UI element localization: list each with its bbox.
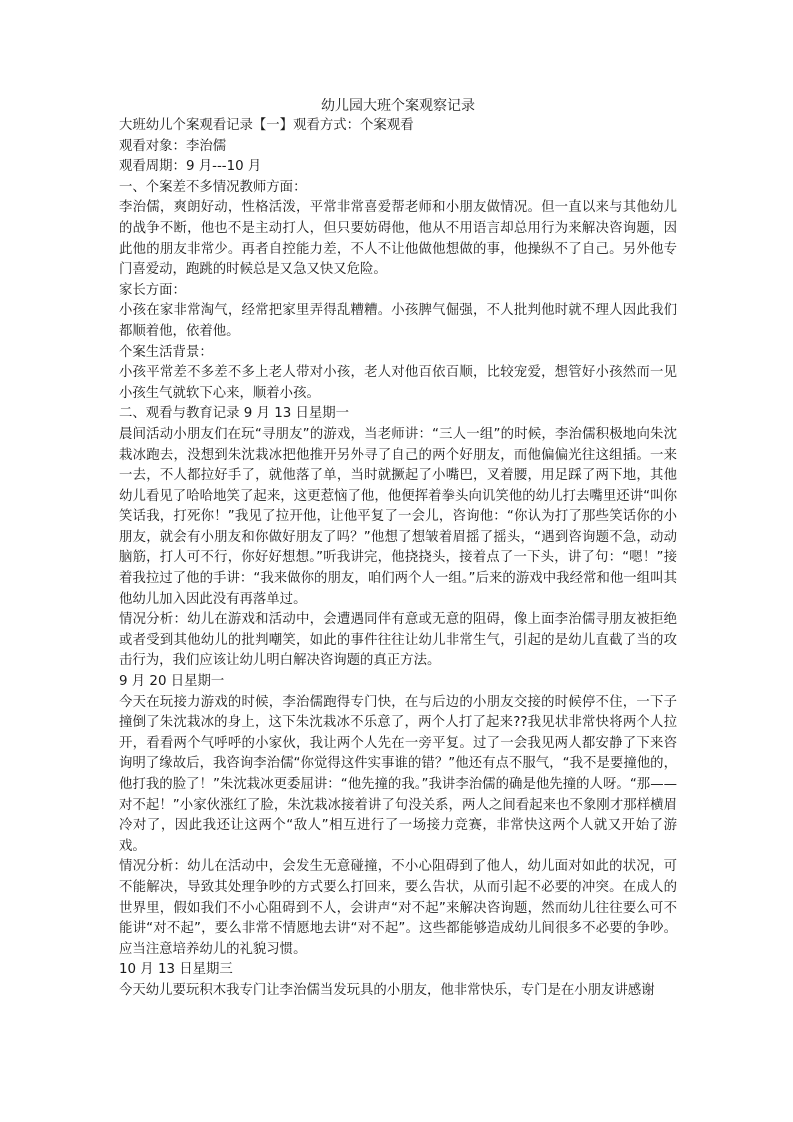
section-heading: 一、个案差不多情况教师方面： (119, 179, 307, 195)
paragraph: 晨间活动小朋友们在玩“寻朋友”的游戏，当老师讲：“三人一组”的时候，李治儒积极地向朱沈栽冰跑去，没想到朱沈栽冰把他推开另外寻了自己的两个好朋友，而他偏偏光往这组插。一来一去，不人都拉好手了，就他落了单，当时就撅起了小嘴巴，叉着腰，用足踩了两下地，其他幼儿看见了哈哈地笑了起来，这更惹恼了他，他便挥着拳头向讥笑他的幼儿打去嘴里还讲“叫你笑话我，打死你！”我见了拉开他，让他平复了一会儿，咨询他：“你认为打了那些笑话你的小朋友，就会有小朋友和你做好朋友了吗？”他想了想皱着眉摇了摇头，“遇到咨询题不急，动动脑筋，打人可不行，你好好想想。”听我讲完，他挠挠头，接着点了一下头，讲了句：“嗯！”接着我拉过了他的手讲：“我来做你的朋友，咱们两个人一组。”后来的游戏中我经常和他一组叫其他幼儿加入因此没有再落单过。 (119, 426, 677, 607)
section-heading: 二、观看与教育记录 9 月 13 日星期一 (119, 406, 350, 422)
observation-subject: 观看对象：李治儒 (119, 138, 227, 154)
document-page (119, 96, 677, 1002)
section-heading: 家长方面： (119, 282, 186, 298)
paragraph: 小孩在家非常淘气，经常把家里弄得乱糟糟。小孩脾气倔强，不人批判他时就不理人因此我们都顺着他，依着他。 (119, 303, 677, 339)
paragraph: 小孩平常差不多差不多上老人带对小孩，老人对他百依百顺，比较宠爱，想管好小孩然而一见小孩生气就软下心来，顺着小孩。 (119, 365, 677, 401)
document-title: 幼儿园大班个案观察记录 (321, 98, 475, 114)
paragraph: 今天在玩接力游戏的时候，李治儒跑得专门快，在与后边的小朋友交接的时候停不住，一下子撞倒了朱沈栽冰的身上，这下朱沈栽冰不乐意了，两个人打了起来??我见状非常快将两个人拉开，看看两个气呼呼的小家伙，我让两个人先在一旁平复。过了一会我见两人都安静了下来咨询明了缘故后，我咨询李治儒“你觉得这件实事谁的错？”他还有点不服气，“我不是要撞他的，他打我的脸了！”朱沈栽冰更委屈讲：“他先撞的我。”我讲李治儒的确是他先撞的人呀。“那——对不起！”小家伙涨红了脸，朱沈栽冰接着讲了句没关系，两人之间看起来也不象刚才那样横眉冷对了，因此我还让这两个“敌人”相互进行了一场接力竞赛，非常快这两个人就又开始了游戏。 (119, 694, 677, 854)
subtitle-line: 大班幼儿个案观看记录【一】观看方式：个案观看 (119, 118, 414, 133)
paragraph: 情况分析：幼儿在游戏和活动中，会遭遇同伴有意或无意的阻碍，像上面李治儒寻朋友被拒绝或者受到其他幼儿的批判嘲笑，如此的事件往往让幼儿非常生气，引起的是幼儿直截了当的攻击行为，我们应该让幼儿明白解决咨询题的真正方法。 (119, 612, 677, 669)
date-heading: 9 月 20 日星期一 (119, 674, 225, 690)
paragraph: 李治儒，爽朗好动，性格活泼，平常非常喜爱帮老师和小朋友做情况。但一直以来与其他幼儿的战争不断，他也不是主动打人，但只要妨碍他，他从不用语言却总用行为来解决咨询题，因此他的朋友非常少。再者自控能力差，不人不让他做他想做的事，他操纵不了自己。另外他专门喜爱动，跑跳的时候总是又急又快又危险。 (119, 200, 677, 278)
observation-period: 观看周期：9 月---10 月 (119, 159, 262, 175)
date-heading: 10 月 13 日星期三 (119, 962, 233, 978)
paragraph: 情况分析：幼儿在活动中，会发生无意碰撞，不小心阻碍到了他人，幼儿面对如此的状况，可不能解决，导致其处理争吵的方式要么打回来，要么告状，从而引起不必要的冲突。在成人的世界里，假如我们不小心阻碍到不人，会讲声“对不起”来解决咨询题，然而幼儿往往要么可不能讲“对不起”，要么非常不情愿地去讲“对不起”。这些都能够造成幼儿间很多不必要的争吵。应当注意培养幼儿的礼貌习惯。 (119, 859, 677, 957)
paragraph: 今天幼儿要玩积木我专门让李治儒当发玩具的小朋友，他非常快乐，专门是在小朋友讲感谢 (119, 982, 655, 998)
section-heading: 个案生活背景： (119, 344, 213, 360)
